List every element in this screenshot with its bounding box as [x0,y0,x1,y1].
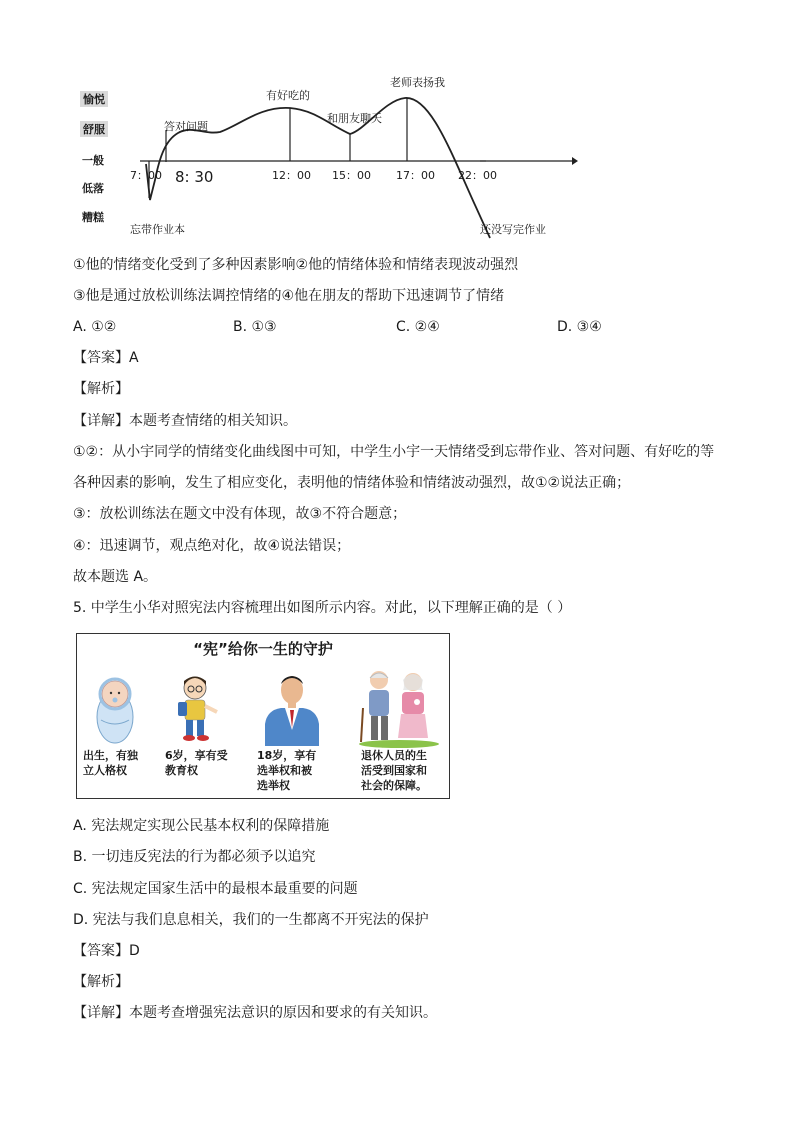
y-label-low: 低落 [82,182,104,195]
y-label-happy: 愉悦 [80,91,108,107]
elderly-couple-figure [355,668,441,748]
caption-retired: 退休人员的生 活受到国家和 社会的保障。 [361,749,427,792]
q5-analysis-label: 【解析】 [73,974,129,990]
q4-exp3: ④：迅速调节，观点绝对化，故④说法错误； [73,538,351,554]
adult-figure [257,670,327,746]
q4-option-b: B. ①③ [233,319,277,335]
q4-answer: 【答案】A [73,350,139,366]
x-axis-arrow [572,157,578,165]
tick-15: 15：00 [332,169,371,182]
q4-analysis-label: 【解析】 [73,381,129,397]
event-chat-friends: 和朋友聊天 [327,112,382,125]
q5-option-b: B. 一切违反宪法的行为都必须予以追究 [73,849,316,865]
caption-age18: 18岁，享有 选举权和被 选举权 [257,749,317,792]
tick-12: 12：00 [272,169,311,182]
q4-conclusion: 故本题选 A。 [73,569,158,585]
y-label-comfortable: 舒服 [80,121,108,137]
constitution-panel [76,633,450,799]
event-answer-right: 答对问题 [164,120,208,133]
panel-title: “宪”给你一生的守护 [193,640,333,658]
y-label-normal: 一般 [82,154,104,167]
event-unfinished-homework: 还没写完作业 [480,223,546,236]
q5-stem: 5. 中学生小华对照宪法内容梳理出如图所示内容。对此，以下理解正确的是（ ） [73,600,572,616]
event-good-food: 有好吃的 [266,89,310,102]
q4-statement-1: ①他的情绪变化受到了多种因素影响②他的情绪体验和情绪表现波动强烈 [73,257,519,273]
tick-7: 7：00 [130,169,162,182]
q5-option-a: A. 宪法规定实现公民基本权利的保障措施 [73,818,330,834]
q4-option-d: D. ③④ [557,319,602,335]
q5-option-d: D. 宪法与我们息息相关，我们的一生都离不开宪法的保护 [73,912,429,928]
q5-option-c: C. 宪法规定国家生活中的最根本最重要的问题 [73,881,358,897]
tick-17: 17：00 [396,169,435,182]
time-note-830: 8: 30 [175,168,214,186]
q4-option-a: A. ①② [73,319,117,335]
caption-age6: 6岁，享有受 教育权 [165,749,228,777]
q4-statement-2: ③他是通过放松训练法调控情绪的④他在朋友的帮助下迅速调节了情绪 [73,288,505,304]
event-forgot-homework: 忘带作业本 [130,223,185,236]
q4-exp2: ③：放松训练法在题文中没有体现，故③不符合题意； [73,506,407,522]
child-figure [163,672,228,747]
q4-exp1-line2: 各种因素的影响，发生了相应变化，表明他的情绪体验和情绪波动强烈，故①②说法正确； [73,475,631,491]
q4-detail: 【详解】本题考查情绪的相关知识。 [73,413,297,429]
q4-option-c: C. ②④ [396,319,440,335]
emotion-curve-svg [100,70,620,240]
baby-figure [87,672,147,747]
q5-detail: 【详解】本题考查增强宪法意识的原因和要求的有关知识。 [73,1005,437,1021]
event-teacher-praise: 老师表扬我 [390,76,445,89]
q4-exp1-line1: ①②：从小宇同学的情绪变化曲线图中可知，中学生小宇一天情绪受到忘带作业、答对问题、有好吃的等 [73,444,715,460]
tick-22: 22：00 [458,169,497,182]
caption-birth: 出生，有独 立人格权 [83,749,138,777]
q5-answer: 【答案】D [73,943,140,959]
y-label-bad: 糟糕 [82,211,104,224]
